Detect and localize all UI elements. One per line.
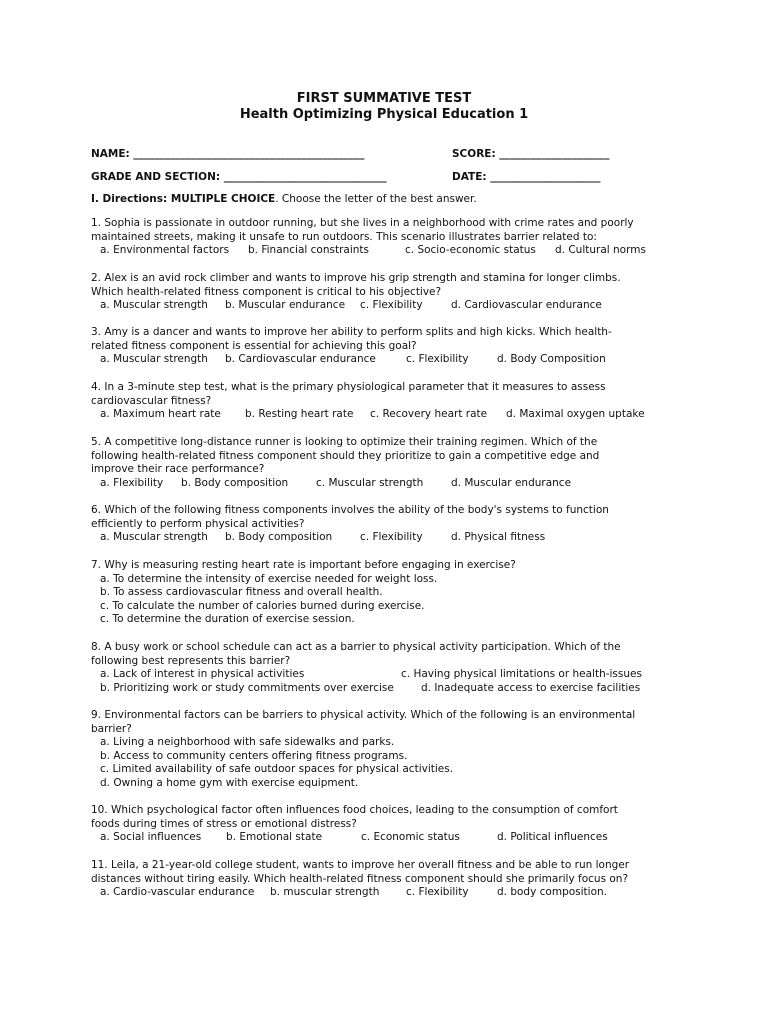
options-list bbox=[91, 736, 691, 790]
options-row bbox=[91, 668, 691, 682]
question-3 bbox=[91, 326, 691, 367]
option-a[interactable]: a. Cardio-vascular endurance bbox=[100, 886, 255, 899]
question-7 bbox=[91, 559, 691, 627]
options-row bbox=[91, 408, 691, 422]
question-9 bbox=[91, 709, 691, 791]
option-b[interactable]: b. To assess cardiovascular fitness and overall health. bbox=[100, 586, 383, 599]
option-c[interactable]: c. Socio-economic status bbox=[405, 244, 536, 257]
option-b[interactable]: b. Emotional state bbox=[226, 831, 323, 844]
option-c[interactable]: c. Flexibility bbox=[360, 531, 423, 544]
option-d[interactable]: d. Cultural norms bbox=[555, 244, 646, 257]
date-field[interactable]: DATE: _____________________ bbox=[452, 171, 601, 183]
question-stem: 6. Which of the following fitness components involves the ability of the body's systems to function efficiently to perform physical activities? bbox=[91, 504, 609, 530]
directions bbox=[91, 193, 477, 205]
option-b[interactable]: b. Resting heart rate bbox=[245, 408, 354, 421]
option-a[interactable]: a. To determine the intensity of exercise needed for weight loss. bbox=[100, 572, 438, 585]
option-c[interactable]: c. Muscular strength bbox=[316, 476, 424, 489]
header-row-grade bbox=[91, 171, 601, 183]
options-row bbox=[91, 353, 691, 367]
options-row bbox=[91, 244, 691, 258]
directions-emphasis: MULTIPLE CHOICE bbox=[170, 193, 276, 205]
option-b[interactable]: b. Prioritizing work or study commitments over exercise bbox=[100, 681, 394, 694]
option-b[interactable]: b. Financial constraints bbox=[248, 244, 370, 257]
option-d[interactable]: c. To determine the duration of exercise session. bbox=[100, 613, 355, 626]
option-b[interactable]: b. Muscular endurance bbox=[225, 299, 346, 312]
option-d[interactable]: d. Cardiovascular endurance bbox=[451, 299, 602, 312]
options-list bbox=[91, 573, 691, 627]
question-stem: 11. Leila, a 21-year-old college student, wants to improve her overall fitness and be able to run longer distances without tiring easily. Which health-related fitness component should she primarily focus on? bbox=[91, 859, 630, 885]
question-8 bbox=[91, 641, 691, 695]
options-row bbox=[91, 831, 691, 845]
option-a[interactable]: a. Muscular strength bbox=[100, 531, 208, 544]
question-1 bbox=[91, 217, 691, 258]
question-5 bbox=[91, 436, 691, 490]
option-c[interactable]: c. Limited availability of safe outdoor spaces for physical activities. bbox=[100, 763, 454, 776]
option-a[interactable]: a. Muscular strength bbox=[100, 353, 208, 366]
question-stem: 1. Sophia is passionate in outdoor running, but she lives in a neighborhood with crime rates and poorly maintained streets, making it unsafe to run outdoors. This scenario illustrates barrier related to: bbox=[91, 217, 634, 243]
option-c[interactable]: c. Economic status bbox=[361, 831, 460, 844]
option-a[interactable]: a. Environmental factors bbox=[100, 244, 230, 257]
options-row bbox=[91, 299, 691, 313]
option-b[interactable]: b. Body composition bbox=[181, 476, 289, 489]
option-c[interactable]: c. Having physical limitations or health-issues bbox=[401, 668, 642, 681]
option-b[interactable]: b. muscular strength bbox=[270, 886, 380, 899]
question-2 bbox=[91, 272, 691, 313]
option-c[interactable]: c. Flexibility bbox=[360, 299, 423, 312]
option-a[interactable]: a. Lack of interest in physical activities bbox=[100, 668, 305, 681]
option-d[interactable]: d. body composition. bbox=[497, 886, 607, 899]
option-c[interactable]: c. Flexibility bbox=[406, 353, 469, 366]
grade-section-field[interactable]: GRADE AND SECTION: _______________________________ bbox=[91, 171, 387, 183]
option-a[interactable]: a. Flexibility bbox=[100, 476, 164, 489]
option-d[interactable]: d. Owning a home gym with exercise equipment. bbox=[100, 776, 359, 789]
option-a[interactable]: a. Maximum heart rate bbox=[100, 408, 221, 421]
title-block bbox=[0, 91, 768, 123]
question-4 bbox=[91, 381, 691, 422]
options-row bbox=[91, 886, 691, 900]
question-11 bbox=[91, 859, 691, 900]
question-stem: 7. Why is measuring resting heart rate is important before engaging in exercise? bbox=[91, 559, 516, 571]
options-row bbox=[91, 531, 691, 545]
option-d[interactable]: d. Maximal oxygen uptake bbox=[506, 408, 645, 421]
option-b[interactable]: b. Body composition bbox=[225, 531, 333, 544]
option-d[interactable]: d. Physical fitness bbox=[451, 531, 546, 544]
option-a[interactable]: a. Muscular strength bbox=[100, 299, 208, 312]
question-stem: 4. In a 3-minute step test, what is the primary physiological parameter that it measures to assess cardiovascular fitness? bbox=[91, 381, 606, 407]
question-stem: 10. Which psychological factor often influences food choices, leading to the consumption of comfort foods during times of stress or emotional distress? bbox=[91, 804, 618, 830]
option-a[interactable]: a. Social influences bbox=[100, 831, 202, 844]
directions-text: . Choose the letter of the best answer. bbox=[275, 193, 477, 205]
options-row bbox=[91, 682, 691, 696]
test-title: FIRST SUMMATIVE TEST bbox=[296, 91, 472, 106]
option-c[interactable]: c. Recovery heart rate bbox=[370, 408, 488, 421]
option-c[interactable]: c. Flexibility bbox=[406, 886, 469, 899]
question-stem: 3. Amy is a dancer and wants to improve her ability to perform splits and high kicks. Which health- related fitness component is essential for achieving this goal? bbox=[91, 326, 612, 352]
option-c[interactable]: c. To calculate the number of calories burned during exercise. bbox=[100, 599, 425, 612]
option-b[interactable]: b. Access to community centers offering fitness programs. bbox=[100, 749, 408, 762]
option-b[interactable]: b. Cardiovascular endurance bbox=[225, 353, 376, 366]
question-stem: 9. Environmental factors can be barriers to physical activity. Which of the following is an environmental barrier? bbox=[91, 709, 636, 735]
option-d[interactable]: d. Muscular endurance bbox=[451, 476, 572, 489]
option-d[interactable]: d. Inadequate access to exercise facilities bbox=[421, 681, 641, 694]
question-10 bbox=[91, 804, 691, 845]
options-row bbox=[91, 477, 691, 491]
score-field[interactable]: SCORE: _____________________ bbox=[452, 148, 610, 160]
option-a[interactable]: a. Living a neighborhood with safe sidewalks and parks. bbox=[100, 736, 395, 749]
header-row-name bbox=[91, 148, 610, 160]
question-stem: 8. A busy work or school schedule can act as a barrier to physical activity participation. Which of the following best represents this barrier? bbox=[91, 641, 621, 667]
name-field[interactable]: NAME: ____________________________________________ bbox=[91, 148, 365, 160]
option-d[interactable]: d. Political influences bbox=[497, 831, 608, 844]
directions-label: I. Directions: bbox=[91, 193, 171, 205]
test-subtitle: Health Optimizing Physical Education 1 bbox=[239, 107, 529, 122]
question-stem: 5. A competitive long-distance runner is looking to optimize their training regimen. Which of the following health-related fitness component should they prioritize to gain a competitive edge and improve their race performance? bbox=[91, 436, 600, 476]
question-6 bbox=[91, 504, 691, 545]
question-stem: 2. Alex is an avid rock climber and wants to improve his grip strength and stamina for longer climbs. Which health-related fitness component is critical to his objective? bbox=[91, 272, 621, 298]
option-d[interactable]: d. Body Composition bbox=[497, 353, 606, 366]
